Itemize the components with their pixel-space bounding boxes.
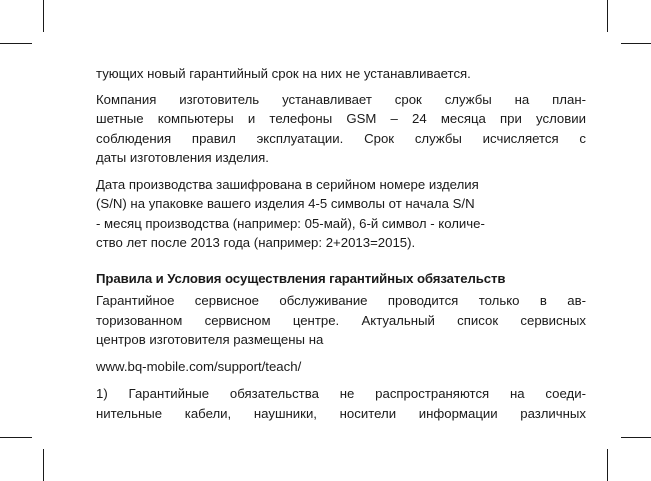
text-line: ство лет после 2013 года (например: 2+2013=2015). xyxy=(96,235,416,250)
service-centers-paragraph xyxy=(96,291,586,350)
crop-mark-bottom-right-vertical xyxy=(607,449,608,481)
support-url[interactable]: www.bq-mobile.com/support/teach/ xyxy=(96,358,302,374)
text-line: соблюдения правил эксплуатации. Срок службы исчисляется с xyxy=(96,130,586,146)
document-page xyxy=(96,64,586,430)
text-line: торизованном сервисном центре. Актуальный список сервисных xyxy=(96,312,586,328)
intro-paragraph xyxy=(96,64,586,84)
text-line: шетные компьютеры и телефоны GSM – 24 месяца при условии xyxy=(96,111,586,126)
crop-mark-top-right-horizontal xyxy=(621,43,651,44)
crop-mark-top-right-vertical xyxy=(607,0,608,32)
crop-mark-bottom-right-horizontal xyxy=(621,437,651,438)
text-line: (S/N) на упаковке вашего изделия 4-5 символы от начала S/N xyxy=(96,196,475,211)
item-1-paragraph xyxy=(96,384,586,423)
service-life-paragraph xyxy=(96,90,586,168)
text-line: - месяц производства (например: 05-май), 6-й символ - количе- xyxy=(96,215,485,231)
crop-mark-bottom-left-horizontal xyxy=(0,437,32,438)
text-line: центров изготовителя размещены на xyxy=(96,332,324,347)
text-line: Дата производства зашифрована в серийном номере изделия xyxy=(96,176,479,192)
text-line: тующих новый гарантийный срок на них не устанавливается. xyxy=(96,66,471,81)
crop-mark-bottom-left-vertical xyxy=(43,449,44,481)
text-line: 1) Гарантийные обязательства не распространяются на соеди- xyxy=(96,386,586,401)
text-line: нительные кабели, наушники, носители информации различных xyxy=(96,405,586,421)
text-line: даты изготовления изделия. xyxy=(96,150,269,165)
crop-mark-top-left-vertical xyxy=(43,0,44,32)
text-line: Гарантийное сервисное обслуживание проводится только в ав- xyxy=(96,293,586,308)
production-date-paragraph xyxy=(96,175,586,253)
section-heading: Правила и Условия осуществления гарантийных обязательств xyxy=(96,270,506,286)
crop-mark-top-left-horizontal xyxy=(0,43,32,44)
text-line: Компания изготовитель устанавливает срок службы на план- xyxy=(96,91,586,107)
